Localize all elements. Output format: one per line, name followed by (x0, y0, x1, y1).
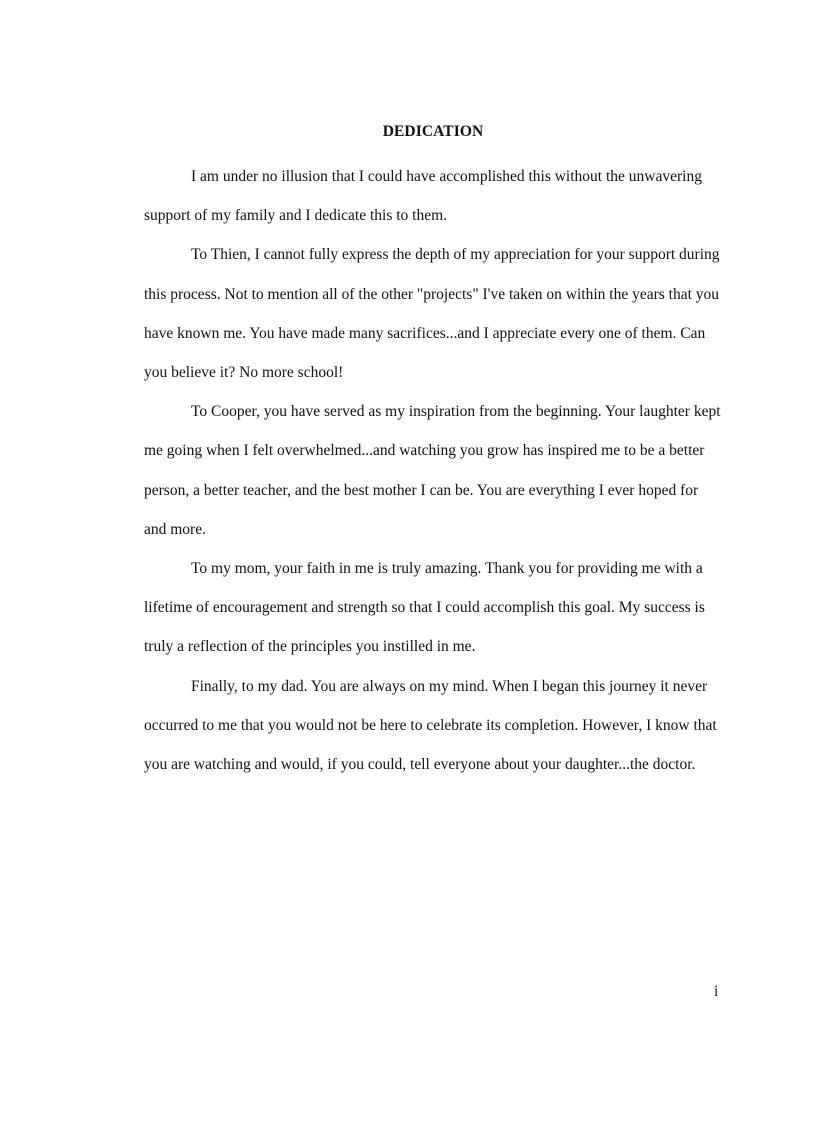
paragraph-cooper: To Cooper, you have served as my inspiration from the beginning. Your laughter kept me going when I felt overwhelmed...and watching you grow has inspired me to be a better person, a better teacher, and the best mother I can be. You are everything I ever hoped for and more. (144, 403, 721, 538)
paragraph-thien: To Thien, I cannot fully express the depth of my appreciation for your support during this process. Not to mention all of the other "projects" I've taken on within the years that you have known me. You have made many sacrifices...and I appreciate every one of them. Can you believe it? No more school! (144, 246, 720, 382)
paragraph-mom: To my mom, your faith in me is truly amazing. Thank you for providing me with a lifetime of encouragement and strength so that I could accomplish this goal. My success is truly a reflection of the principles you instilled in me. (144, 560, 705, 656)
dedication-body (144, 157, 724, 784)
page-title: DEDICATION (382, 123, 484, 140)
paragraph-family: I am under no illusion that I could have accomplished this without the unwavering support of my family and I dedicate this to them. (144, 168, 702, 225)
page-number: i (714, 983, 719, 1000)
paragraph-dad: Finally, to my dad. You are always on my mind. When I began this journey it never occurred to me that you would not be here to celebrate its completion. However, I know that you are watching and would, if you could, tell everyone about your daughter...the doctor. (144, 677, 717, 774)
